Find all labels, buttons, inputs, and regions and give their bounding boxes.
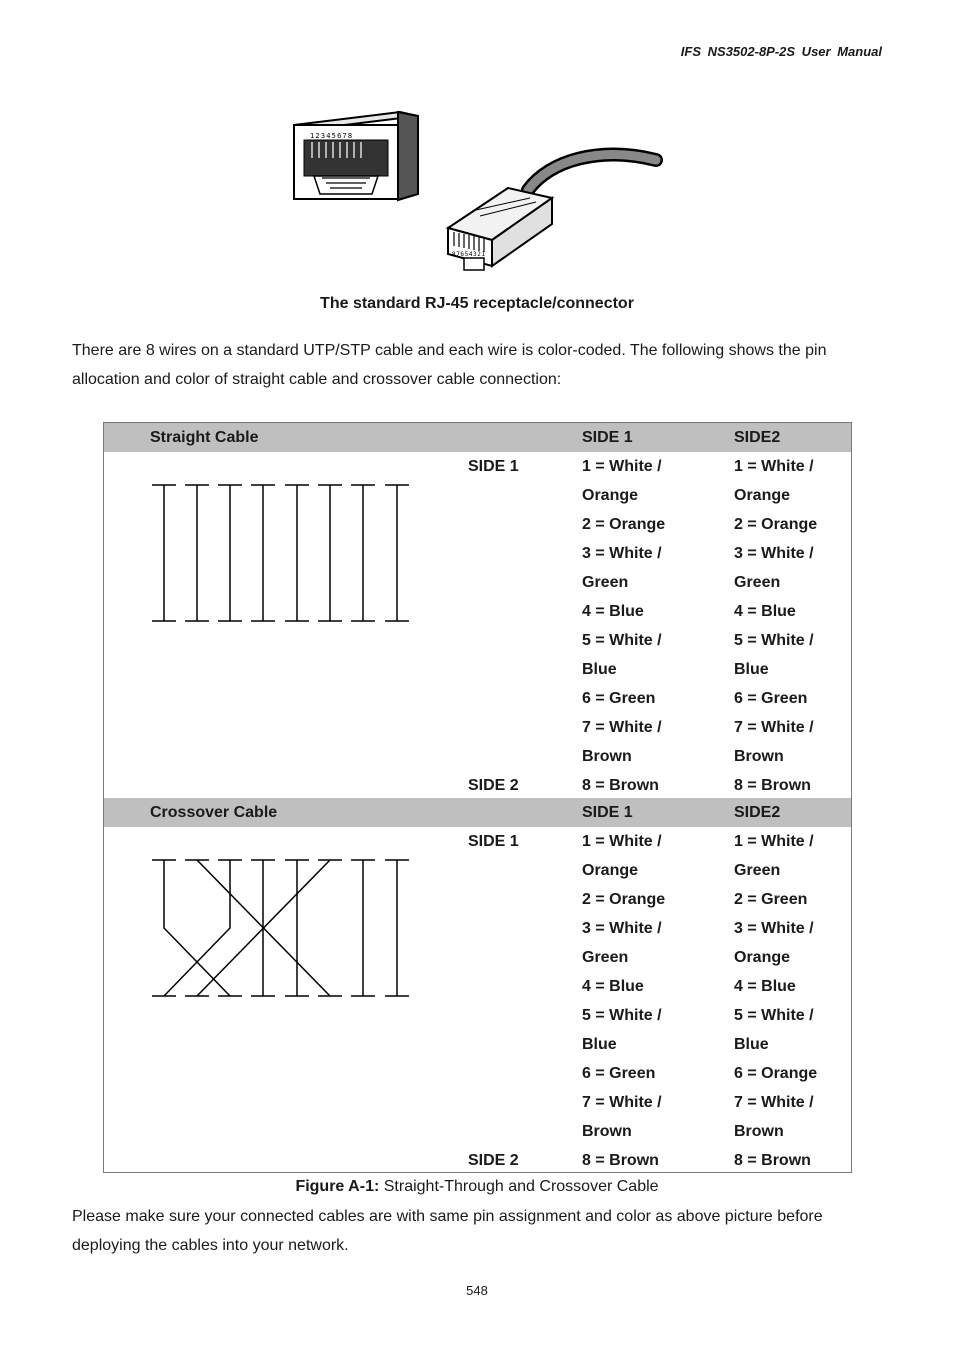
straight-side1-cell: Brown <box>582 748 632 765</box>
straight-side2-cell: 2 = Orange <box>734 516 818 533</box>
crossover-header-row <box>104 798 851 827</box>
straight-side2-cell: Green <box>734 574 781 591</box>
straight-side2-cell: 8 = Brown <box>734 777 811 794</box>
straight-side1-cell: 1 = White / <box>582 458 662 475</box>
crossover-side2-cell: 5 = White / <box>734 1007 814 1024</box>
straight-side2-cell: 4 = Blue <box>734 603 796 620</box>
crossover-side1-cell: 1 = White / <box>582 833 662 850</box>
figure-caption-rj45: The standard RJ-45 receptacle/connector <box>320 295 634 312</box>
straight-row <box>104 510 851 539</box>
straight-row <box>104 713 851 742</box>
straight-side1-cell: 8 = Brown <box>582 777 659 794</box>
straight-side2-cell: 5 = White / <box>734 632 814 649</box>
straight-row <box>104 539 851 568</box>
closing-paragraph: Please make sure your connected cables are with same pin assignment and color as above picture before deploying the cables into your network. <box>72 1208 823 1254</box>
straight-side1-cell: Orange <box>582 487 639 504</box>
straight-side1-label: SIDE 1 <box>468 458 519 475</box>
straight-side1-cell: 6 = Green <box>582 690 656 707</box>
crossover-side2-cell: Orange <box>734 949 791 966</box>
straight-side2-label: SIDE 2 <box>468 777 519 794</box>
intro-paragraph: There are 8 wires on a standard UTP/STP cable and each wire is color-coded. The following shows the pin allocation and color of straight cable and crossover cable connection: <box>72 342 827 388</box>
running-header: IFS NS3502-8P-2S User Manual <box>680 44 882 59</box>
page-number: 548 <box>466 1283 488 1298</box>
crossover-side1-cell: Blue <box>582 1036 617 1053</box>
straight-row <box>104 655 851 684</box>
figure-caption-a1 <box>0 1176 954 1198</box>
crossover-row <box>104 856 851 885</box>
straight-header-row <box>104 423 851 452</box>
crossover-row <box>104 1146 851 1175</box>
straight-side1-cell: 2 = Orange <box>582 516 666 533</box>
crossover-side1-cell: 5 = White / <box>582 1007 662 1024</box>
straight-col-side2: SIDE2 <box>734 429 781 446</box>
crossover-row <box>104 914 851 943</box>
straight-row <box>104 597 851 626</box>
rj45-illustration <box>280 98 680 283</box>
straight-side1-cell: 3 = White / <box>582 545 662 562</box>
crossover-col-side1: SIDE 1 <box>582 804 633 821</box>
crossover-side2-cell: Green <box>734 862 781 879</box>
crossover-row <box>104 943 851 972</box>
crossover-side1-cell: 2 = Orange <box>582 891 666 908</box>
crossover-side2-cell: 3 = White / <box>734 920 814 937</box>
straight-row <box>104 568 851 597</box>
straight-side2-cell: Orange <box>734 487 791 504</box>
straight-row <box>104 742 851 771</box>
crossover-title: Crossover Cable <box>150 804 278 821</box>
crossover-side1-cell: Green <box>582 949 629 966</box>
crossover-side2-cell: 1 = White / <box>734 833 814 850</box>
crossover-col-side2: SIDE2 <box>734 804 781 821</box>
crossover-row <box>104 1001 851 1030</box>
straight-col-side1: SIDE 1 <box>582 429 633 446</box>
crossover-side2-label: SIDE 2 <box>468 1152 519 1169</box>
crossover-side2-cell: 4 = Blue <box>734 978 796 995</box>
crossover-side2-cell: 8 = Brown <box>734 1152 811 1169</box>
crossover-row <box>104 885 851 914</box>
straight-side2-cell: 1 = White / <box>734 458 814 475</box>
straight-side1-cell: 4 = Blue <box>582 603 644 620</box>
figure-label: Figure A-1: <box>295 1178 380 1195</box>
crossover-side1-cell: Orange <box>582 862 639 879</box>
pinout-table <box>103 422 852 1173</box>
straight-side1-cell: Green <box>582 574 629 591</box>
straight-side2-cell: Brown <box>734 748 784 765</box>
straight-side1-cell: Blue <box>582 661 617 678</box>
crossover-row <box>104 1088 851 1117</box>
crossover-row <box>104 972 851 1001</box>
figure-caption-text: Straight-Through and Crossover Cable <box>379 1178 659 1195</box>
straight-side1-cell: 5 = White / <box>582 632 662 649</box>
crossover-side2-cell: Blue <box>734 1036 769 1053</box>
plug-pin-numbers: 87654321 <box>452 251 486 258</box>
straight-side2-cell: 6 = Green <box>734 690 808 707</box>
crossover-side2-cell: Brown <box>734 1123 784 1140</box>
crossover-side1-cell: 7 = White / <box>582 1094 662 1111</box>
straight-side2-cell: Blue <box>734 661 769 678</box>
straight-title: Straight Cable <box>150 429 259 446</box>
crossover-side1-cell: 3 = White / <box>582 920 662 937</box>
crossover-side1-label: SIDE 1 <box>468 833 519 850</box>
crossover-row <box>104 1117 851 1146</box>
crossover-row <box>104 827 851 856</box>
straight-side1-cell: 7 = White / <box>582 719 662 736</box>
rj45-receptacle <box>294 112 418 200</box>
straight-row <box>104 626 851 655</box>
receptacle-pin-numbers: 12345678 <box>310 132 354 140</box>
crossover-side2-cell: 6 = Orange <box>734 1065 818 1082</box>
straight-row <box>104 771 851 800</box>
crossover-side1-cell: Brown <box>582 1123 632 1140</box>
straight-side2-cell: 7 = White / <box>734 719 814 736</box>
crossover-side2-cell: 7 = White / <box>734 1094 814 1111</box>
crossover-side2-cell: 2 = Green <box>734 891 808 908</box>
crossover-side1-cell: 4 = Blue <box>582 978 644 995</box>
crossover-side1-cell: 8 = Brown <box>582 1152 659 1169</box>
crossover-row <box>104 1059 851 1088</box>
straight-row <box>104 452 851 481</box>
straight-row <box>104 481 851 510</box>
crossover-side1-cell: 6 = Green <box>582 1065 656 1082</box>
rj45-plug <box>448 155 656 270</box>
crossover-row <box>104 1030 851 1059</box>
straight-side2-cell: 3 = White / <box>734 545 814 562</box>
straight-row <box>104 684 851 713</box>
